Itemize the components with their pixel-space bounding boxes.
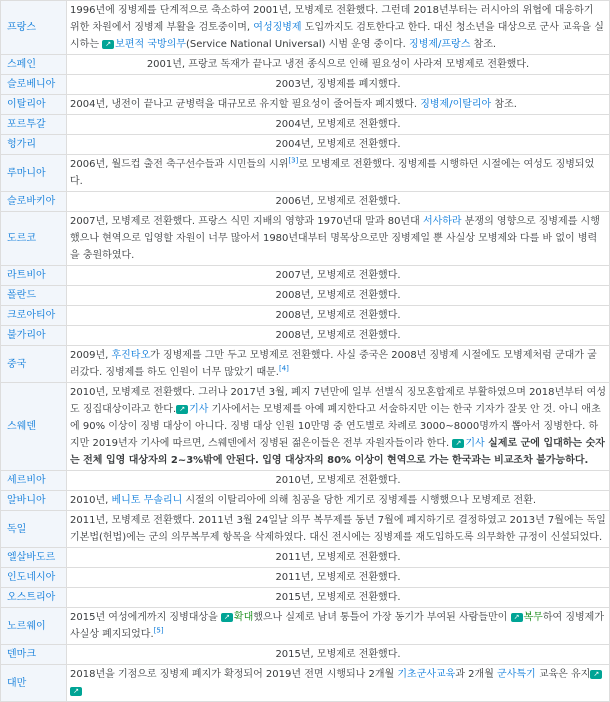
description-cell xyxy=(67,135,610,155)
table-row xyxy=(1,346,610,383)
text-segment: 2008년, 모병제로 전환했다. xyxy=(275,310,401,321)
text-segment: 2010년, 모병제로 전환했다. xyxy=(275,475,401,486)
external-link-icon: ↗ xyxy=(102,40,114,49)
country-link[interactable]: 중국 xyxy=(1,346,67,383)
external-link-icon: ↗ xyxy=(511,613,523,622)
table-row xyxy=(1,192,610,212)
external-link[interactable] xyxy=(221,612,253,623)
table-row xyxy=(1,95,610,115)
text-segment: 2015년, 모병제로 전환했다. xyxy=(275,649,401,660)
table-row xyxy=(1,665,610,702)
description-cell xyxy=(67,511,610,548)
description-cell xyxy=(67,75,610,95)
external-link-icon: ↗ xyxy=(70,687,82,696)
country-link[interactable]: 오스트리아 xyxy=(1,588,67,608)
country-link[interactable]: 폴란드 xyxy=(1,286,67,306)
text-segment: 분쟁의 영향으로 징병제를 시행했으나 현역으로 입영할 자원이 너무 많아서 1980년대부터 명목상으로만 징병제일 뿐 사실상 모병제와 다를 바 없이 병력을 충원하였다. xyxy=(70,216,600,261)
table-row xyxy=(1,568,610,588)
text-segment: 가 징병제를 그만 두고 모병제로 전환했다. 사실 중국은 2008년 징병제 시절에도 모병제처럼 군대가 굴러갔다. 징병제를 하도 인원이 너무 많았기 때문. xyxy=(70,350,597,378)
country-link[interactable]: 크로아티아 xyxy=(1,306,67,326)
table-row xyxy=(1,491,610,511)
table-row xyxy=(1,1,610,55)
country-link[interactable]: 불가리아 xyxy=(1,326,67,346)
text-segment: 시절의 이탈리아에 의해 침공을 당한 계기로 징병제를 시행했으나 모병제로 전환. xyxy=(182,495,537,506)
text-segment: 2015년 여성에게까지 징병대상을 xyxy=(70,612,221,623)
bold-text: 실제로 군에 입대하는 숫자는 전체 입영 대상자의 2~3%밖에 안된다. 입영 대상자의 80% 이상이 현역으로 가는 한국과는 비교조차 불가능하다. xyxy=(70,438,605,466)
country-link[interactable]: 세르비아 xyxy=(1,471,67,491)
footnote-ref[interactable]: [3] xyxy=(288,156,299,165)
text-segment: 했으나 실제로 남녀 통틀어 가장 동기가 부여된 사람들만이 xyxy=(253,612,511,623)
table-row xyxy=(1,548,610,568)
external-link-icon: ↗ xyxy=(221,613,233,622)
wiki-link[interactable]: 군사특기 xyxy=(497,669,536,680)
description-cell xyxy=(67,491,610,511)
external-link[interactable] xyxy=(102,39,186,50)
country-link[interactable]: 덴마크 xyxy=(1,645,67,665)
description-cell xyxy=(67,306,610,326)
wiki-link[interactable]: 후진타오 xyxy=(111,350,151,361)
description-cell xyxy=(67,155,610,192)
table-row xyxy=(1,75,610,95)
country-link[interactable]: 루마니아 xyxy=(1,155,67,192)
country-link[interactable]: 스웨덴 xyxy=(1,383,67,471)
text-segment: 참조. xyxy=(470,39,497,50)
country-link[interactable]: 엘살바도르 xyxy=(1,548,67,568)
external-link-text: 확대 xyxy=(233,612,254,623)
external-link-icon: ↗ xyxy=(452,439,464,448)
text-segment: 2006년, 월드컵 출전 축구선수들과 시민들의 시위 xyxy=(70,159,289,170)
external-link-icon: ↗ xyxy=(176,405,188,414)
footnote-ref[interactable]: [5] xyxy=(153,626,164,635)
table-row xyxy=(1,471,610,491)
description-cell xyxy=(67,588,610,608)
wiki-link[interactable]: 징병제/이탈리아 xyxy=(420,99,492,110)
country-link[interactable]: 스페인 xyxy=(1,55,67,75)
description-cell xyxy=(67,192,610,212)
wiki-link[interactable]: 베니토 무솔리니 xyxy=(111,495,183,506)
description-cell xyxy=(67,266,610,286)
text-segment: 기사에서는 모병제를 아예 폐지한다고 서술하지만 이는 한국 기자가 잘못 안 것. 아니 애초에 90% 이상이 징병 대상이 아니다. 징병 대상 인원 10만명 중 연도별로 차례로 3000~8000명까지 뽑아서 징병한다. 하지만 2019년자 기사에 따르면, 스웨덴에서 징병된 젊은이들은 전부 자원자들이라 한다. xyxy=(70,404,601,449)
table-row xyxy=(1,155,610,192)
text-segment: 2010년, xyxy=(70,495,112,506)
table-row xyxy=(1,55,610,75)
description-cell xyxy=(67,95,610,115)
external-link-text: 기사 xyxy=(189,404,209,415)
country-link[interactable]: 헝가리 xyxy=(1,135,67,155)
text-segment: 2003년, 징병제를 폐지했다. xyxy=(275,79,401,90)
description-cell xyxy=(67,1,610,55)
external-link-text: 복무 xyxy=(523,612,543,623)
text-segment: 2011년, 모병제로 전환했다. 2011년 3월 24일날 의무 복무제를 동년 7월에 폐지하기로 결정하였고 2013년 7월에는 독일 기본법(헌법)에는 군의 의무복무제 항목을 삭제하였다. 대신 전시에는 징병제를 재도입하도록 의무화한 규정이 신설되었다. xyxy=(70,515,606,543)
wiki-link[interactable]: 징병제/프랑스 xyxy=(409,39,471,50)
text-segment: 도입까지도 검토한다고 한다. 대신 청소년을 대상으로 군사 교육을 실시하는 xyxy=(70,22,604,50)
country-link[interactable]: 슬로베니아 xyxy=(1,75,67,95)
footnote-ref[interactable]: [4] xyxy=(278,364,289,373)
text-segment: 로 모병제로 전환했다. 징병제를 시행하던 시절에는 여성도 징병되었다. xyxy=(70,159,595,187)
external-link[interactable] xyxy=(590,669,603,680)
table-row xyxy=(1,286,610,306)
text-segment: 1996년에 징병제를 단계적으로 축소하여 2001년, 모병제로 전환했다. 그런데 2018년부터는 러시아의 위협에 대응하기 위한 차원에서 징병제 부활을 검토중이며, xyxy=(70,5,594,33)
table-row xyxy=(1,212,610,266)
table-row xyxy=(1,608,610,645)
external-link[interactable] xyxy=(176,404,208,415)
description-cell xyxy=(67,326,610,346)
description-cell xyxy=(67,548,610,568)
table-row xyxy=(1,266,610,286)
text-segment: 2008년, 모병제로 전환했다. xyxy=(275,330,401,341)
table-row xyxy=(1,383,610,471)
external-link-text: 보편적 국방의무 xyxy=(115,39,186,50)
country-link[interactable]: 인도네시아 xyxy=(1,568,67,588)
country-link[interactable]: 노르웨이 xyxy=(1,608,67,645)
text-segment: 2004년, 모병제로 전환했다. xyxy=(275,139,401,150)
table-body xyxy=(1,1,610,702)
external-link[interactable] xyxy=(452,438,484,449)
text-segment: 참조. xyxy=(491,99,517,110)
text-segment: 2011년, 모병제로 전환했다. xyxy=(275,552,401,563)
text-segment: 2004년, 냉전이 끝나고 균병력을 대규모로 유지할 필요성이 줄어들자 폐지했다. xyxy=(70,99,421,110)
table-row xyxy=(1,588,610,608)
external-link[interactable] xyxy=(70,686,83,697)
text-segment: (Service National Universal) 시범 운영 중이다. xyxy=(185,39,410,50)
description-cell xyxy=(67,608,610,645)
external-link-text: 기사 xyxy=(465,438,485,449)
text-segment: 2006년, 모병제로 전환했다. xyxy=(275,196,401,207)
country-link[interactable]: 독일 xyxy=(1,511,67,548)
description-cell xyxy=(67,346,610,383)
description-cell xyxy=(67,55,610,75)
external-link[interactable] xyxy=(511,612,543,623)
country-link[interactable]: 포르투갈 xyxy=(1,115,67,135)
text-segment: 2015년, 모병제로 전환했다. xyxy=(275,592,401,603)
description-cell xyxy=(67,471,610,491)
country-link[interactable]: 알바니아 xyxy=(1,491,67,511)
country-link[interactable]: 라트비아 xyxy=(1,266,67,286)
description-cell xyxy=(67,286,610,306)
table-row xyxy=(1,326,610,346)
table-row xyxy=(1,135,610,155)
text-segment: 2009년, xyxy=(70,350,112,361)
country-link[interactable]: 대만 xyxy=(1,665,67,702)
text-segment: 2007년, 모병제로 전환했다. 프랑스 식민 지배의 영향과 1970년대 말과 80년대 xyxy=(70,216,423,227)
table-row xyxy=(1,511,610,548)
wiki-link[interactable]: 기초군사교육 xyxy=(397,669,456,680)
wiki-link[interactable]: 여성징병제 xyxy=(253,22,302,33)
country-link[interactable]: 이탈리아 xyxy=(1,95,67,115)
country-link[interactable]: 도르코 xyxy=(1,212,67,266)
description-cell xyxy=(67,383,610,471)
description-cell xyxy=(67,665,610,702)
wiki-link[interactable]: 서사하라 xyxy=(422,216,462,227)
description-cell xyxy=(67,212,610,266)
text-segment: 교육은 유지 xyxy=(535,669,591,680)
text-segment: 2001년, 프랑코 독재가 끝나고 냉전 종식으로 인해 필요성이 사라져 모병제로 전환했다. xyxy=(146,59,530,70)
country-link[interactable]: 프랑스 xyxy=(1,1,67,55)
description-cell xyxy=(67,568,610,588)
text-segment: 2004년, 모병제로 전환했다. xyxy=(275,119,401,130)
table-row xyxy=(1,115,610,135)
description-cell xyxy=(67,115,610,135)
text-segment: 하여 징병제가 사실상 폐지되었다. xyxy=(70,612,604,640)
text-segment: 2018년을 기점으로 징병제 폐지가 확정되어 2019년 전면 시행되나 2개월 xyxy=(70,669,398,680)
text-segment: 2008년, 모병제로 전환했다. xyxy=(275,290,401,301)
external-link-icon: ↗ xyxy=(590,670,602,679)
text-segment: 2010년, 모병제로 전환했다. 그러나 2017년 3월, 폐지 7년만에 일부 선별식 징모혼합제로 부활하였으며 2018년부터 여성도 징집대상이라고 한다. xyxy=(70,387,606,415)
text-segment: 2011년, 모병제로 전환했다. xyxy=(275,572,401,583)
text-segment: 2007년, 모병제로 전환했다. xyxy=(275,270,401,281)
text-segment: 과 2개월 xyxy=(455,669,498,680)
country-link[interactable]: 슬로바키아 xyxy=(1,192,67,212)
table-row xyxy=(1,306,610,326)
